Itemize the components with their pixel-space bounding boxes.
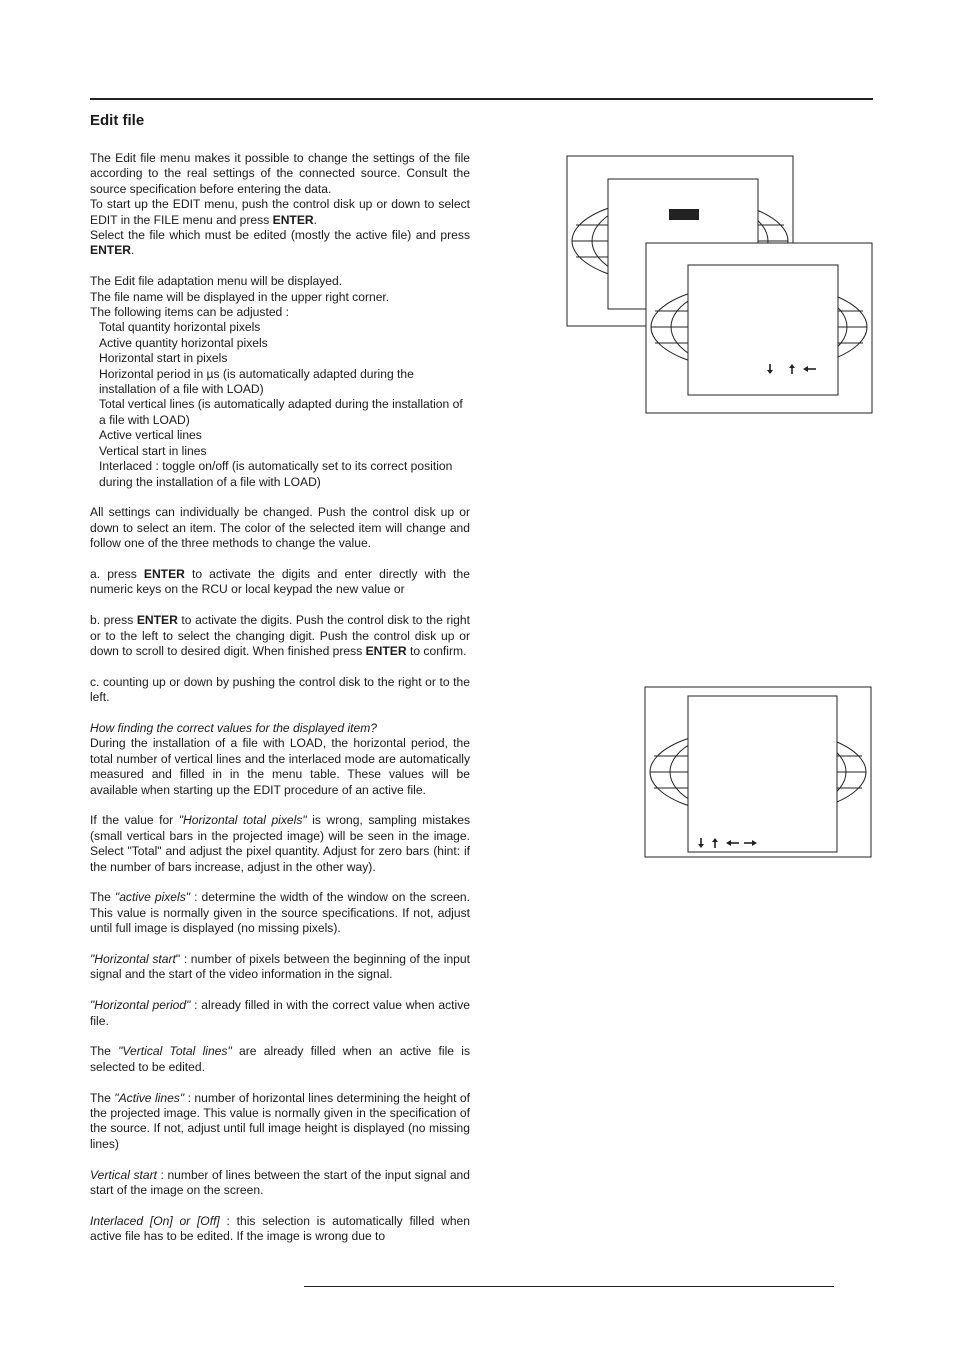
list-item: Total vertical lines (is automatically adapted during the installation of a file with LOAD): [99, 397, 463, 427]
highlight-bar: [669, 209, 699, 220]
active-lines-paragraph: The "Active lines" : number of horizontal lines determining the height of the projected image. This value is normally given in the specification of the source. If not, adjust until full image height is displayed (no missing lines): [90, 1090, 470, 1151]
adjustable-items-list: [90, 320, 470, 489]
screen-front: [646, 243, 872, 413]
list-item: Horizontal period in µs (is automatically adapted during the installation of a file with LOAD): [99, 366, 414, 397]
total-pixels-paragraph: If the value for "Horizontal total pixels" is wrong, sampling mistakes (small vertical bars in the projected image) will be seen in the image. Select "Total" and adjust the pixel quantity. Adjust for zero bars (hint: if the number of bars increase, adjust in the other way).: [90, 813, 470, 874]
menu-window: [688, 696, 837, 852]
body-text: [90, 151, 470, 1245]
section-title: Edit file: [90, 112, 145, 129]
menu-intro-line-3: The following items can be adjusted :: [90, 305, 289, 320]
list-item: Active vertical lines: [99, 428, 202, 443]
intro-select-file: Select the file which must be edited (mostly the active file) and press ENTER.: [90, 228, 470, 258]
finding-values: How finding the correct values for the displayed item? During the installation of a file with LOAD, the horizontal period, the total number of vertical lines and the interlaced mode are automatically measured and filled in in the menu table. These values will be available when starting up the EDIT procedure of an active file.: [90, 720, 470, 797]
edit-menu-figure-bottom: [644, 686, 874, 860]
vertical-total-paragraph: The "Vertical Total lines" are already filled when an active file is selected to be edited.: [90, 1044, 471, 1074]
method-c: c. counting up or down by pushing the control disk to the right or to the left.: [90, 674, 470, 705]
edit-menu-figure-top: [566, 155, 874, 415]
list-item: Vertical start in lines: [99, 443, 207, 458]
method-a: a. press ENTER to activate the digits and enter directly with the numeric keys on the RCU or local keypad the new value or: [90, 566, 470, 597]
intro-paragraph: The Edit file menu makes it possible to change the settings of the file according to the real settings of the connected source. Consult the source specification before entering the data.: [90, 151, 470, 196]
menu-intro-line-2: The file name will be displayed in the upper right corner.: [90, 289, 390, 304]
list-item: Total quantity horizontal pixels: [99, 320, 261, 335]
change-paragraph: All settings can individually be changed. Push the control disk up or down to select an item. The color of the selected item will change and follow one of the three methods to change the value.: [90, 505, 470, 551]
list-item: Horizontal start in pixels: [99, 351, 228, 366]
intro-start-edit: To start up the EDIT menu, push the control disk up or down to select EDIT in the FILE menu and press ENTER.: [90, 197, 470, 227]
list-item: Active quantity horizontal pixels: [99, 335, 268, 350]
top-rule: [90, 98, 873, 100]
finding-heading: How finding the correct values for the displayed item?: [90, 720, 378, 735]
bottom-rule: [304, 1286, 834, 1287]
horizontal-period-paragraph: "Horizontal period" : already filled in with the correct value when active file.: [90, 998, 471, 1028]
method-b: b. press ENTER to activate the digits. Push the control disk to the right or to the left to select the changing digit. Push the control disk up or down to scroll to desired digit. When finished press ENTER to confirm.: [90, 613, 470, 658]
interlaced-paragraph: Interlaced [On] or [Off] : this selection is automatically filled when active file has to be edited. If the image is wrong due to: [90, 1213, 470, 1244]
menu-window-front: [688, 265, 838, 395]
vertical-start-paragraph: Vertical start : number of lines between the start of the input signal and start of the image on the screen.: [90, 1167, 470, 1198]
menu-intro-line-1: The Edit file adaptation menu will be displayed.: [90, 274, 343, 289]
active-pixels-paragraph: The "active pixels" : determine the width of the window on the screen. This value is normally given in the source specifications. If not, adjust until full image is displayed (no missing pixels).: [90, 890, 471, 936]
horizontal-start-paragraph: "Horizontal start" : number of pixels between the beginning of the input signal and the start of the video information in the signal.: [90, 951, 470, 982]
list-item: Interlaced : toggle on/off (is automatically set to its correct position during the installation of a file with LOAD): [99, 459, 453, 489]
